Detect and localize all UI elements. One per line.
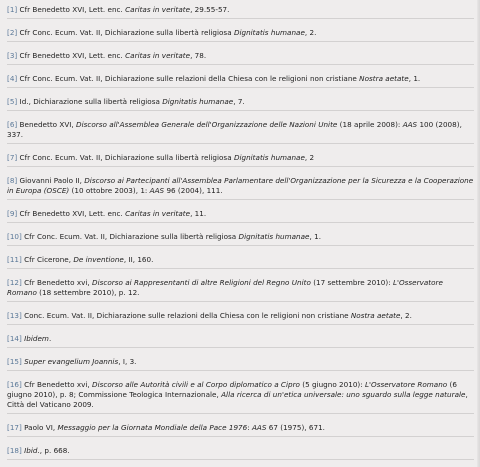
footnote-separator [7,166,474,167]
footnote-item [7,380,474,410]
footnote-separator [7,436,474,437]
footnote-text: , 1. [309,232,322,241]
footnote-text: (18 aprile 2008): [337,120,403,129]
footnote-item [7,51,474,61]
footnote-italic-text: Caritas in veritate [125,5,191,14]
footnote-separator [7,110,474,111]
footnote-number-link[interactable]: [5] [7,97,18,106]
footnote-text: , I, 3. [118,357,137,366]
footnote-text: , 2. [400,311,412,320]
footnote-italic-text: L'Osservatore Romano [7,278,443,297]
footnote-italic-text: Caritas in veritate [125,51,191,60]
footnote-italic-text: Nostra aetate [350,311,401,320]
footnote-separator [7,41,474,42]
footnote-item [7,357,474,367]
footnote-number-link[interactable]: [13] [7,311,22,320]
footnote-number-link[interactable]: [15] [7,357,22,366]
footnote-italic-text: Alla ricerca di un'etica universale: uno sguardo sulla legge naturale [221,390,466,399]
footnote-item [7,28,474,38]
footnote-item [7,120,474,140]
footnote-text: , II, 160. [123,255,154,264]
footnote-number-link[interactable]: [16] [7,380,22,389]
footnote-text: 67 (1975), 671. [266,423,325,432]
footnote-number-link[interactable]: [10] [7,232,22,241]
footnote-item [7,209,474,219]
footnote-italic-text: AAS [402,120,418,129]
footnote-item [7,311,474,321]
footnote-text: Paolo VI, [21,423,58,432]
footnote-separator [7,87,474,88]
footnote-separator [7,301,474,302]
footnote-separator [7,459,474,460]
footnote-separator [7,199,474,200]
footnote-text: , 78. [190,51,207,60]
footnote-separator [7,268,474,269]
footnote-text: , 1. [408,74,421,83]
footnote-item [7,334,474,344]
footnote-separator [7,222,474,223]
footnote-text: 100 (2008), 337. [7,120,462,139]
footnote-number-link[interactable]: [11] [7,255,22,264]
footnote-separator [7,143,474,144]
footnote-text: Cfr Benedetto xvi, [21,380,93,389]
footnote-text: , 2. [304,28,317,37]
footnote-number-link[interactable]: [7] [7,153,18,162]
footnote-separator [7,324,474,325]
footnote-number-link[interactable]: [17] [7,423,22,432]
footnote-text: Cfr Benedetto XVI, Lett. enc. [17,209,126,218]
footnote-text: (6 giugno 2010), p. 8; Commissione Teologica Internazionale, [7,380,457,399]
footnote-italic-text: Discorso all'Assemblea Generale dell'Organizzazione delle Nazioni Unite [76,120,338,129]
footnote-text: Cfr Benedetto xvi, [21,278,93,287]
footnote-italic-text: Nostra aetate [359,74,409,83]
footnote-text: Cfr Cicerone, [21,255,74,264]
footnote-text: . [48,334,52,343]
footnote-number-link[interactable]: [8] [7,176,18,185]
footnote-number-link[interactable]: [18] [7,446,22,455]
footnote-text: Id., Dichiarazione sulla libertà religiosa [17,97,163,106]
footnote-item [7,74,474,84]
footnote-text: 96 (2004), 111. [164,186,223,195]
footnote-item [7,278,474,298]
footnote-item [7,5,474,15]
footnote-text: (10 ottobre 2003), 1: [69,186,150,195]
footnote-italic-text: L'Osservatore Romano [365,380,448,389]
footnote-italic-text: AAS [149,186,165,195]
footnote-text: Cfr Conc. Ecum. Vat. II, Dichiarazione sulla libertà religiosa [17,28,234,37]
footnote-text: ., p. 668. [37,446,70,455]
footnote-italic-text: Messaggio per la Giornata Mondiale della Pace 1976 [57,423,248,432]
footnote-number-link[interactable]: [14] [7,334,22,343]
footnote-italic-text: Dignitatis humanae [233,153,305,162]
footnote-item [7,153,474,163]
footnote-text: Conc. Ecum. Vat. II, Dichiarazione sulle relazioni della Chiesa con le religioni non cristiane [21,311,351,320]
footnote-italic-text: Caritas in veritate [125,209,191,218]
footnote-number-link[interactable]: [3] [7,51,18,60]
footnote-item [7,176,474,196]
footnote-separator [7,370,474,371]
footnote-text: (5 giugno 2010): [299,380,365,389]
footnote-text: Cfr Benedetto XVI, Lett. enc. [17,5,126,14]
footnote-text: Cfr Conc. Ecum. Vat. II, Dichiarazione sulle relazioni della Chiesa con le religioni non cristiane [17,74,360,83]
footnote-text: Cfr Conc. Ecum. Vat. II, Dichiarazione sulla libertà religiosa [17,153,234,162]
footnote-text: , Città del Vaticano 2009. [7,390,468,409]
footnote-number-link[interactable]: [1] [7,5,18,14]
footnote-number-link[interactable]: [6] [7,120,18,129]
footnote-text: Giovanni Paolo II, [17,176,85,185]
footnote-text: : [247,423,252,432]
footnote-item [7,255,474,265]
footnote-italic-text: Dignitatis humanae [233,28,305,37]
footnote-italic-text: Dignitatis humanae [238,232,310,241]
footnote-number-link[interactable]: [4] [7,74,18,83]
footnote-separator [7,64,474,65]
footnote-text: , 2 [304,153,315,162]
footnote-text: (18 settembre 2010), p. 12. [36,288,140,297]
footnote-list [7,5,474,460]
footnote-item [7,97,474,107]
footnote-number-link[interactable]: [2] [7,28,18,37]
footnote-separator [7,413,474,414]
footnote-number-link[interactable]: [12] [7,278,22,287]
footnote-separator [7,245,474,246]
footnote-italic-text: De inventione [73,255,124,264]
footnote-text: Cfr Conc. Ecum. Vat. II, Dichiarazione sulla libertà religiosa [21,232,239,241]
footnote-text: , 29.55-57. [190,5,230,14]
footnote-text: (17 settembre 2010): [310,278,393,287]
footnote-item [7,232,474,242]
footnote-italic-text: Discorso ai Partecipanti all'Assemblea Parlamentare dell'Organizzazione per la Sicurezza e la Cooperazione in Europa (OSCE) [7,176,474,195]
footnote-separator [7,347,474,348]
footnote-italic-text: Ibid [24,446,38,455]
footnote-number-link[interactable]: [9] [7,209,18,218]
footnote-italic-text: Super evangelium Joannis [24,357,119,366]
footnote-separator [7,18,474,19]
footnote-text: , 11. [190,209,207,218]
footnote-item [7,423,474,433]
footnote-text: Cfr Benedetto XVI, Lett. enc. [17,51,126,60]
footnote-italic-text: Discorso ai Rappresentanti di altre Religioni del Regno Unito [92,278,311,287]
footnote-italic-text: Dignitatis humanae [162,97,234,106]
footnote-italic-text: Discorso alle Autorità civili e al Corpo diplomatico a Cipro [92,380,300,389]
footnote-item [7,446,474,456]
footnote-text: , 7. [233,97,245,106]
footnote-italic-text: AAS [252,423,267,432]
footnote-text: Benedetto XVI, [17,120,77,129]
footnote-italic-text: Ibidem [24,334,49,343]
